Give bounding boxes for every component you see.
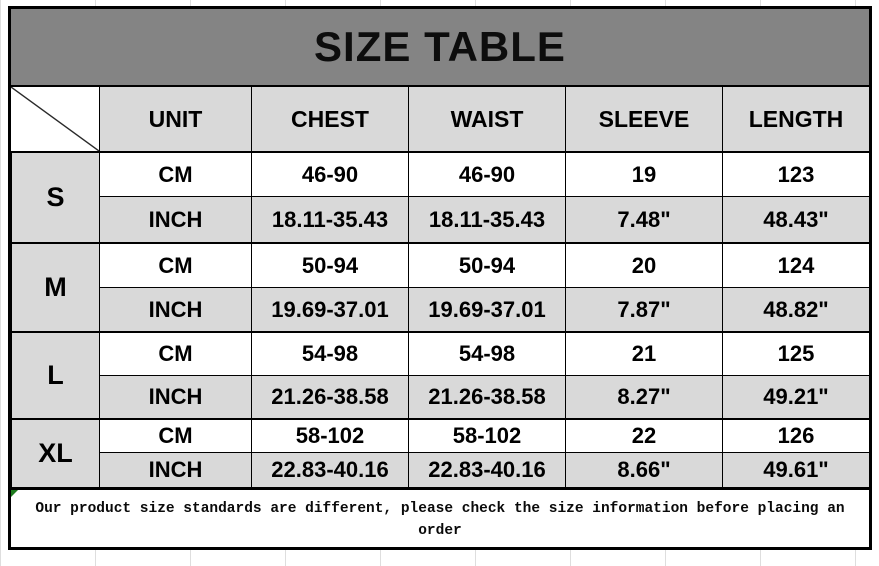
size-chart bbox=[8, 6, 872, 550]
cell-l-cm-length: 125 bbox=[722, 331, 869, 375]
cell-s-inch-chest: 18.11-35.43 bbox=[251, 196, 408, 242]
cell-xl-cm-waist: 58-102 bbox=[408, 418, 565, 452]
cell-s-cm-chest: 46-90 bbox=[251, 151, 408, 196]
cell-l-inch-length: 49.21" bbox=[722, 375, 869, 418]
size-label-m: M bbox=[11, 242, 99, 331]
cell-m-cm-chest: 50-94 bbox=[251, 242, 408, 287]
page-title: SIZE TABLE bbox=[11, 9, 869, 87]
cell-xl-inch-length: 49.61" bbox=[722, 452, 869, 487]
size-table bbox=[11, 87, 869, 487]
cell-xl-inch-sleeve: 8.66" bbox=[565, 452, 722, 487]
cell-l-inch-sleeve: 8.27" bbox=[565, 375, 722, 418]
cell-l-cm-sleeve: 21 bbox=[565, 331, 722, 375]
diagonal-split-cell bbox=[11, 87, 99, 151]
cell-l-cm-chest: 54-98 bbox=[251, 331, 408, 375]
cell-l-cm-waist: 54-98 bbox=[408, 331, 565, 375]
cell-m-cm-unit: CM bbox=[99, 242, 251, 287]
note-box bbox=[11, 487, 869, 547]
cell-s-inch-waist: 18.11-35.43 bbox=[408, 196, 565, 242]
size-label-xl: XL bbox=[11, 418, 99, 487]
note-text: Our product size standards are different, please check the size information before placing an order bbox=[35, 501, 845, 540]
cell-m-cm-length: 124 bbox=[722, 242, 869, 287]
cell-m-inch-sleeve: 7.87" bbox=[565, 287, 722, 331]
cell-xl-cm-length: 126 bbox=[722, 418, 869, 452]
cell-m-inch-waist: 19.69-37.01 bbox=[408, 287, 565, 331]
column-header-unit: UNIT bbox=[99, 87, 251, 151]
cell-s-inch-length: 48.43" bbox=[722, 196, 869, 242]
cell-xl-cm-unit: CM bbox=[99, 418, 251, 452]
cell-s-cm-unit: CM bbox=[99, 151, 251, 196]
cell-xl-inch-unit: INCH bbox=[99, 452, 251, 487]
cell-xl-inch-chest: 22.83-40.16 bbox=[251, 452, 408, 487]
cell-l-cm-unit: CM bbox=[99, 331, 251, 375]
cell-m-inch-length: 48.82" bbox=[722, 287, 869, 331]
cell-s-inch-sleeve: 7.48" bbox=[565, 196, 722, 242]
cell-s-cm-waist: 46-90 bbox=[408, 151, 565, 196]
size-label-s: S bbox=[11, 151, 99, 242]
column-header-waist: WAIST bbox=[408, 87, 565, 151]
size-label-l: L bbox=[11, 331, 99, 418]
diagonal-line bbox=[11, 87, 99, 151]
cell-xl-cm-sleeve: 22 bbox=[565, 418, 722, 452]
cell-m-inch-unit: INCH bbox=[99, 287, 251, 331]
green-corner-marker bbox=[11, 490, 18, 497]
cell-m-inch-chest: 19.69-37.01 bbox=[251, 287, 408, 331]
cell-xl-cm-chest: 58-102 bbox=[251, 418, 408, 452]
column-header-sleeve: SLEEVE bbox=[565, 87, 722, 151]
column-header-length: LENGTH bbox=[722, 87, 869, 151]
cell-l-inch-unit: INCH bbox=[99, 375, 251, 418]
cell-xl-inch-waist: 22.83-40.16 bbox=[408, 452, 565, 487]
cell-l-inch-chest: 21.26-38.58 bbox=[251, 375, 408, 418]
cell-l-inch-waist: 21.26-38.58 bbox=[408, 375, 565, 418]
cell-m-cm-waist: 50-94 bbox=[408, 242, 565, 287]
cell-s-cm-sleeve: 19 bbox=[565, 151, 722, 196]
cell-s-cm-length: 123 bbox=[722, 151, 869, 196]
cell-s-inch-unit: INCH bbox=[99, 196, 251, 242]
column-header-chest: CHEST bbox=[251, 87, 408, 151]
cell-m-cm-sleeve: 20 bbox=[565, 242, 722, 287]
